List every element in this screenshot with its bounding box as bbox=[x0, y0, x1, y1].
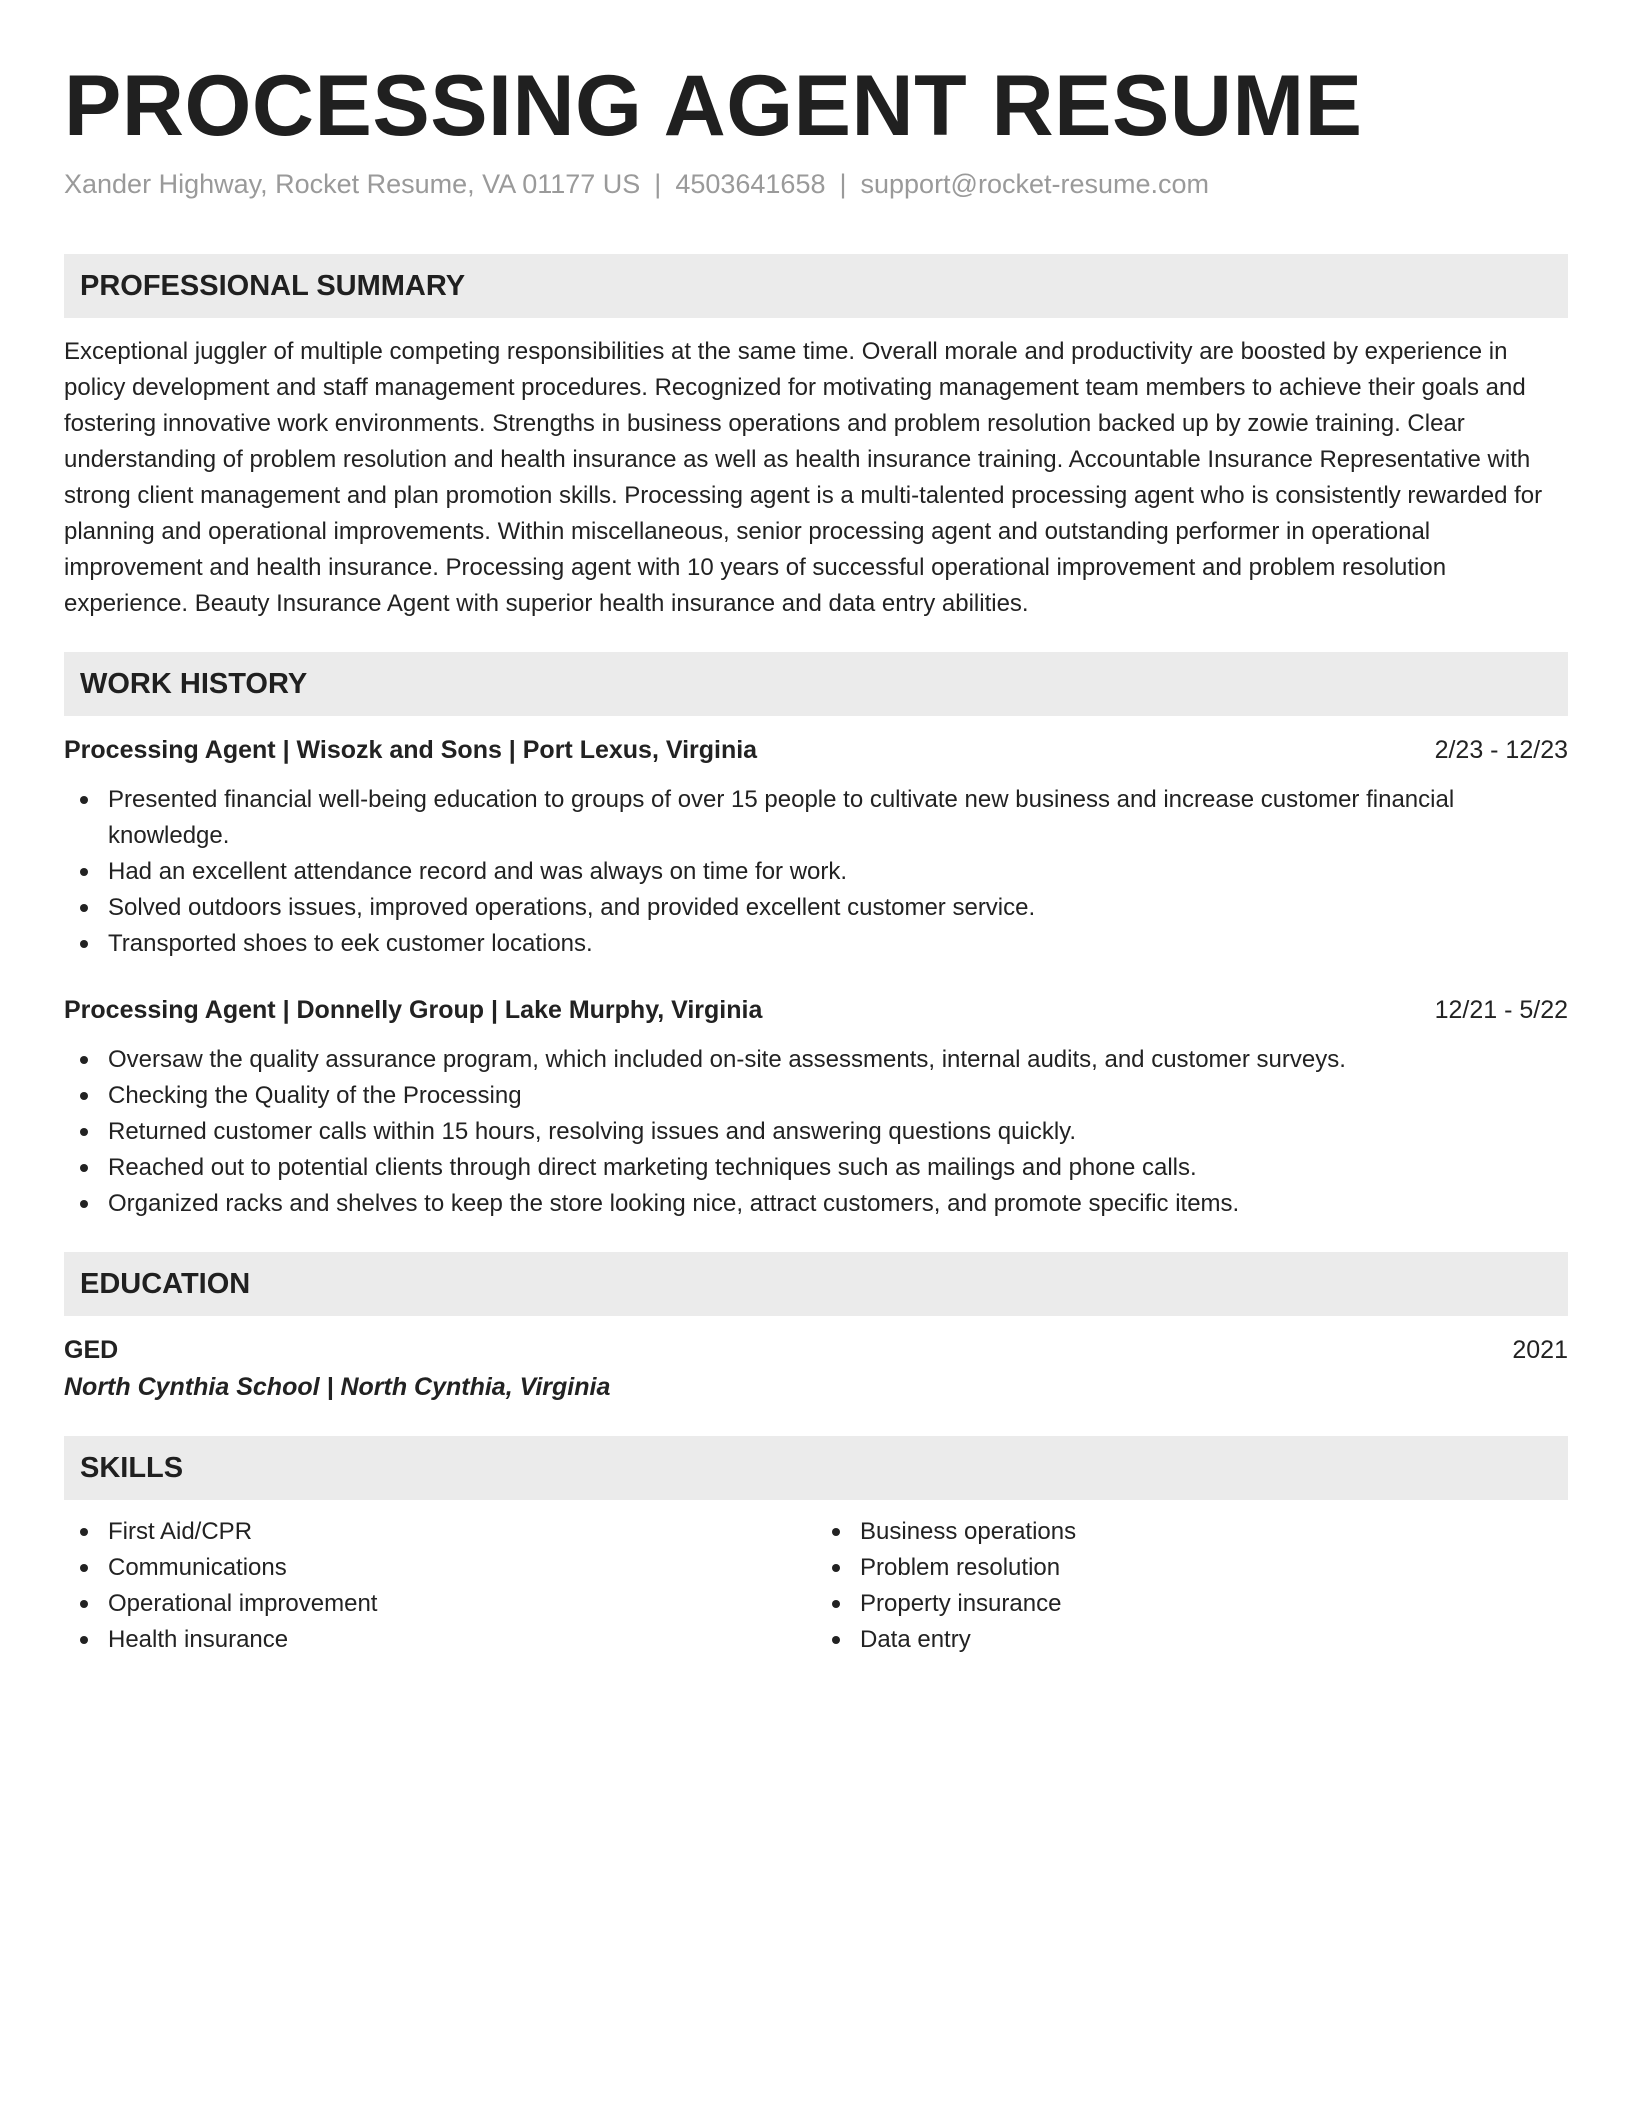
skill-item bbox=[64, 1586, 816, 1622]
job-header bbox=[64, 732, 1568, 768]
job-bullet-text: Checking the Quality of the Processing bbox=[108, 1082, 522, 1109]
job-bullet bbox=[64, 1150, 1568, 1186]
contact-separator: | bbox=[654, 169, 662, 199]
bullet-icon bbox=[80, 904, 88, 912]
bullet-icon bbox=[80, 1164, 88, 1172]
contact-line bbox=[64, 166, 1568, 202]
summary-section-header: PROFESSIONAL SUMMARY bbox=[64, 254, 1568, 318]
skills-column-right bbox=[816, 1514, 1568, 1658]
skills-list bbox=[816, 1514, 1568, 1658]
summary-text: Exceptional juggler of multiple competing responsibilities at the same time. Overall morale and productivity are boosted by experience in policy development and staff management procedures. Recognized for motivating management team members to achieve their goals and fostering innovative work environments. Strengths in business operations and problem resolution backed up by zowie training. Clear understanding of problem resolution and health insurance as well as health insurance training. Accountable Insurance Representative with strong client management and plan promotion skills. Processing agent is a multi-talented processing agent who is consistently rewarded for planning and operational improvements. Within miscellaneous, senior processing agent and outstanding performer in operational improvement and health insurance. Processing agent with 10 years of successful operational improvement and problem resolution experience. Beauty Insurance Agent with superior health insurance and data entry abilities. bbox=[64, 338, 1543, 617]
job-bullet-text: Organized racks and shelves to keep the store looking nice, attract customers, and promote specific items. bbox=[108, 1190, 1240, 1217]
skill-item bbox=[64, 1550, 816, 1586]
skill-item bbox=[816, 1514, 1568, 1550]
bullet-icon bbox=[832, 1636, 840, 1644]
skill-text: Operational improvement bbox=[108, 1590, 378, 1617]
skill-item bbox=[64, 1622, 816, 1658]
bullet-icon bbox=[832, 1600, 840, 1608]
bullet-icon bbox=[80, 1564, 88, 1572]
bullet-icon bbox=[832, 1564, 840, 1572]
bullet-icon bbox=[80, 1200, 88, 1208]
skill-item bbox=[816, 1586, 1568, 1622]
job-title: Processing Agent | Donnelly Group | Lake Murphy, Virginia bbox=[64, 996, 763, 1024]
job-bullet-text: Solved outdoors issues, improved operations, and provided excellent customer service. bbox=[108, 894, 1036, 921]
skills-grid bbox=[64, 1514, 1568, 1658]
education-degree: GED bbox=[64, 1336, 119, 1364]
skill-item bbox=[816, 1622, 1568, 1658]
skills-column-left bbox=[64, 1514, 816, 1658]
contact-address: Xander Highway, Rocket Resume, VA 01177 US bbox=[64, 169, 641, 199]
bullet-icon bbox=[80, 796, 88, 804]
job-bullet-text: Had an excellent attendance record and was always on time for work. bbox=[108, 858, 848, 885]
job-bullet-text: Presented financial well-being education to groups of over 15 people to cultivate new business and increase customer financial knowledge. bbox=[108, 786, 1455, 849]
job-header bbox=[64, 992, 1568, 1028]
bullet-icon bbox=[80, 1128, 88, 1136]
bullet-icon bbox=[80, 1600, 88, 1608]
job-bullet bbox=[64, 782, 1568, 854]
job-date: 12/21 - 5/22 bbox=[1434, 996, 1568, 1024]
job-bullet bbox=[64, 854, 1568, 890]
contact-phone: 4503641658 bbox=[675, 169, 826, 199]
resume-title: PROCESSING AGENT RESUME bbox=[64, 58, 1363, 154]
skills-section-header: SKILLS bbox=[64, 1436, 1568, 1500]
skill-item bbox=[816, 1550, 1568, 1586]
skill-text: Communications bbox=[108, 1554, 287, 1581]
work-history-section-header: WORK HISTORY bbox=[64, 652, 1568, 716]
bullet-icon bbox=[80, 1636, 88, 1644]
job-entry bbox=[64, 732, 1568, 962]
education-school: North Cynthia School | North Cynthia, Virginia bbox=[64, 1373, 611, 1401]
job-bullet bbox=[64, 1042, 1568, 1078]
job-date: 2/23 - 12/23 bbox=[1434, 736, 1568, 764]
job-bullet-text: Transported shoes to eek customer locations. bbox=[108, 930, 593, 957]
job-bullets bbox=[64, 1042, 1568, 1222]
skill-text: Data entry bbox=[860, 1626, 971, 1653]
skills-list bbox=[64, 1514, 816, 1658]
job-bullet-text: Returned customer calls within 15 hours, resolving issues and answering questions quickly. bbox=[108, 1118, 1077, 1145]
skill-item bbox=[64, 1514, 816, 1550]
skill-text: Property insurance bbox=[860, 1590, 1062, 1617]
contact-separator: | bbox=[839, 169, 847, 199]
skill-text: First Aid/CPR bbox=[108, 1518, 253, 1545]
job-bullets bbox=[64, 782, 1568, 962]
job-bullet bbox=[64, 1114, 1568, 1150]
job-bullet bbox=[64, 926, 1568, 962]
job-bullet bbox=[64, 890, 1568, 926]
skill-text: Business operations bbox=[860, 1518, 1077, 1545]
education-year: 2021 bbox=[1512, 1336, 1568, 1364]
bullet-icon bbox=[80, 940, 88, 948]
job-bullet bbox=[64, 1186, 1568, 1222]
job-bullet bbox=[64, 1078, 1568, 1114]
skill-text: Health insurance bbox=[108, 1626, 289, 1653]
bullet-icon bbox=[80, 1528, 88, 1536]
bullet-icon bbox=[80, 1056, 88, 1064]
education-section-header: EDUCATION bbox=[64, 1252, 1568, 1316]
job-bullet-text: Reached out to potential clients through direct marketing techniques such as mailings and phone calls. bbox=[108, 1154, 1197, 1181]
education-entry bbox=[64, 1332, 1568, 1406]
education-header bbox=[64, 1332, 1568, 1368]
bullet-icon bbox=[80, 1092, 88, 1100]
contact-email: support@rocket-resume.com bbox=[860, 169, 1210, 199]
bullet-icon bbox=[832, 1528, 840, 1536]
bullet-icon bbox=[80, 868, 88, 876]
skill-text: Problem resolution bbox=[860, 1554, 1061, 1581]
job-entry bbox=[64, 992, 1568, 1222]
job-title: Processing Agent | Wisozk and Sons | Port Lexus, Virginia bbox=[64, 736, 758, 764]
job-bullet-text: Oversaw the quality assurance program, which included on-site assessments, internal audits, and customer surveys. bbox=[108, 1046, 1346, 1073]
